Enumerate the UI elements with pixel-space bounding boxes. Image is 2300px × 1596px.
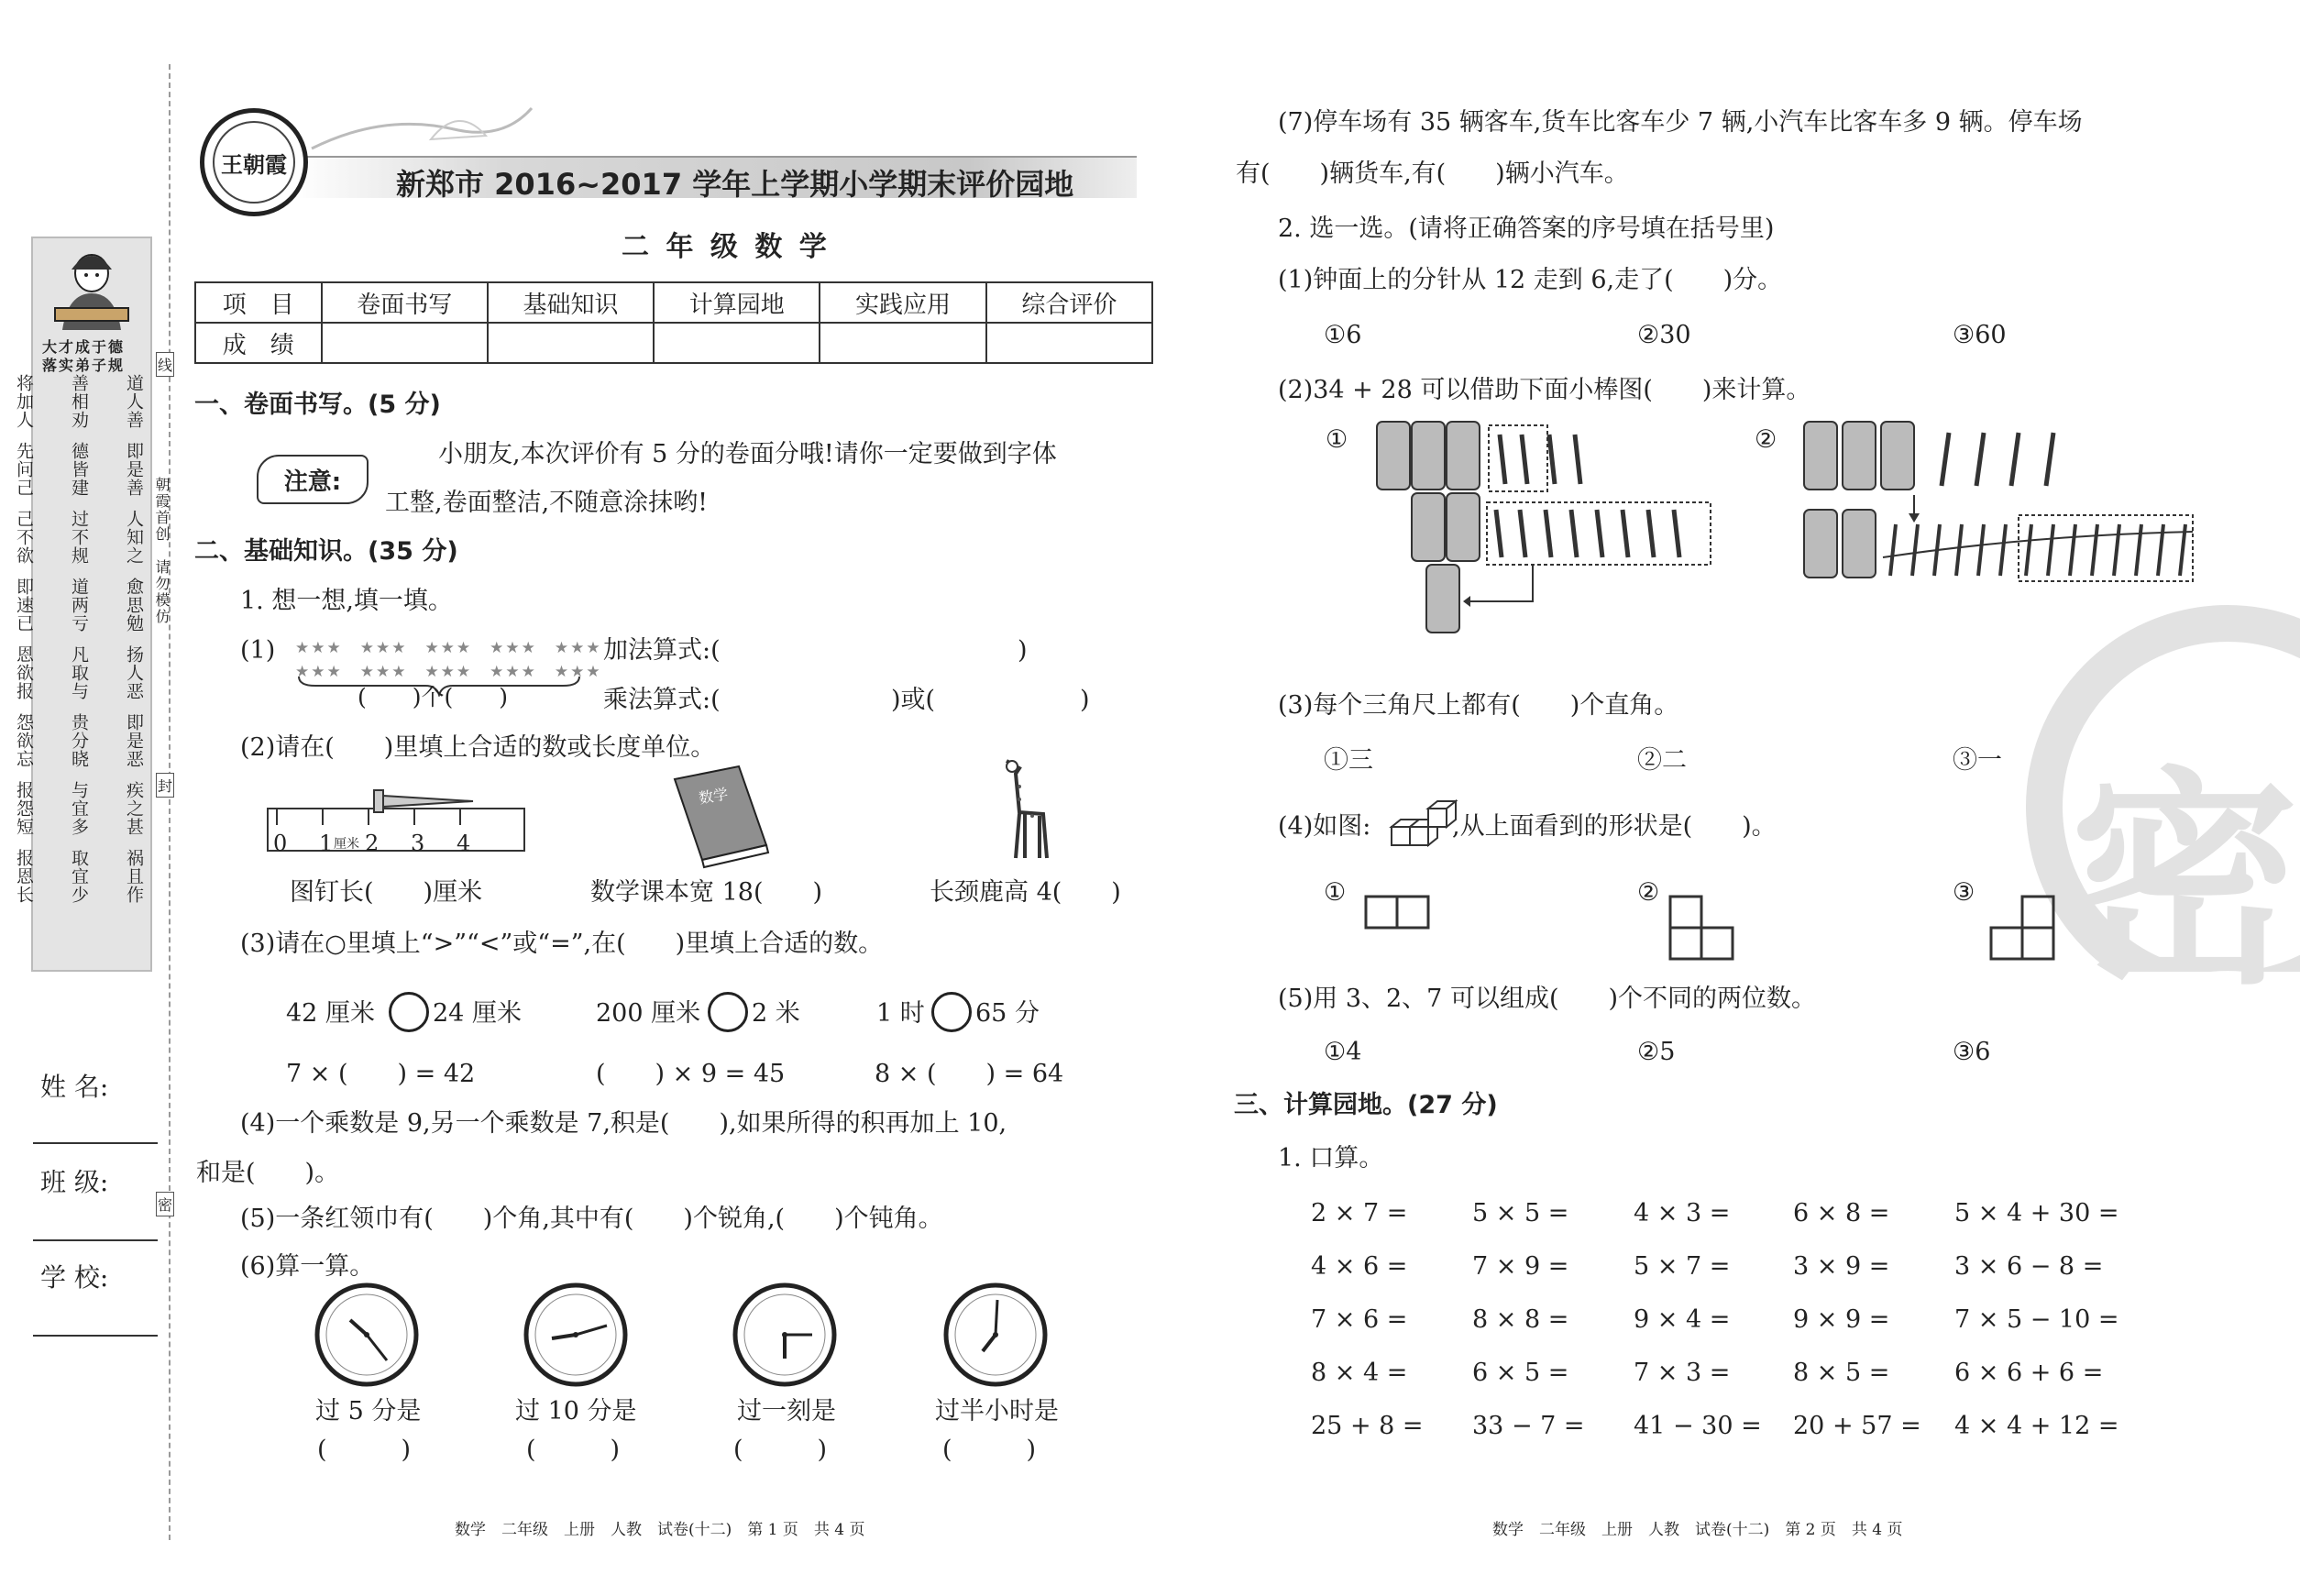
q2-5-opt: ②5 [1637,1038,1676,1066]
motto-line: 即速已 [14,578,34,633]
q1-5: (5)一条红领巾有( )个角,其中有( )个锐角,( )个钝角。 [240,1205,943,1233]
fill-eq-3: 8 × ( ) = 64 [875,1060,1064,1088]
q2-4-opt-label: ② [1637,878,1660,907]
page-subtitle: 二 年 级 数 学 [622,231,831,263]
logo [200,108,308,216]
oral-item[interactable]: 6 × 5 = [1472,1359,1569,1387]
sidebar-caption-1: 大才成于德 [42,338,126,356]
banner-ribbon-icon [303,103,541,167]
section3-heading: 三、计算园地。(27 分) [1234,1091,1498,1119]
cube-figure [1388,794,1458,849]
score-cell[interactable] [986,323,1152,363]
book-icon [666,761,776,871]
sidebar-motto [14,374,144,904]
q2-3-opt: ③一 [1953,746,2002,775]
seal-char-feng: 封 [156,773,174,798]
motto-line: 恩欲报 [14,645,34,700]
motto-line: 道人善 [124,374,144,429]
watermark-seal-char: 密 [2070,745,2299,1015]
q1-1-mul-end: ) [1080,686,1090,714]
q1-6: (6)算一算。 [240,1252,375,1281]
clock-caption: 过半小时是 [935,1397,1059,1425]
table-header-cell: 卷面书写 [322,282,488,323]
score-cell[interactable] [322,323,488,363]
clock-answer-blank[interactable]: ( ) [733,1436,828,1464]
ruler-figure [266,787,532,860]
q1-2: (2)请在( )里填上合适的数或长度单位。 [240,733,716,762]
q1-1-add-end: ) [1018,636,1028,665]
clock-caption: 过一刻是 [737,1397,836,1425]
q2-1: (1)钟面上的分针从 12 走到 6,走了( )分。 [1278,266,1783,294]
oral-item[interactable]: 2 × 7 = [1311,1199,1408,1227]
score-table [194,281,1153,364]
q2-2-opt-1-label: ① [1326,425,1348,454]
q2-1-opt: ③60 [1953,321,2007,349]
oral-item[interactable]: 6 × 6 + 6 = [1954,1359,2104,1387]
section1-heading: 一、卷面书写。(5 分) [194,391,441,419]
motto-line: 道两亏 [69,578,89,633]
table-header-cell: 综合评价 [986,282,1152,323]
q2-4-post: ,从上面看到的形状是( )。 [1452,812,1777,841]
stars-row-2: ★★★ ★★★ ★★★ ★★★ ★★★ [295,663,602,681]
motto-line: 贵分晓 [69,713,89,768]
table-header-cell: 项 目 [195,282,322,323]
clock-icon [521,1280,631,1390]
motto-line: 与宜多 [69,781,89,836]
q1-title: 1. 想一想,填一填。 [240,587,453,615]
q1-1-mul-label: 乘法算式:( [603,686,721,714]
stars-row-1: ★★★ ★★★ ★★★ ★★★ ★★★ [295,639,602,657]
section1-line-1: 小朋友,本次评价有 5 分的卷面分哦!请你一定要做到字体 [438,440,1057,468]
table-header-cell: 实践应用 [820,282,985,323]
q1-4-line-1: (4)一个乘数是 9,另一个乘数是 7,积是( ),如果所得的积再加上 10, [240,1109,1007,1138]
oral-item[interactable]: 5 × 5 = [1472,1199,1569,1227]
q1-4-line-2: 和是( )。 [196,1159,340,1187]
margin-note: 朝霞首创 请勿模仿 [153,477,171,625]
score-cell[interactable] [654,323,820,363]
q1-7-line-2: 有( )辆货车,有( )辆小汽车。 [1236,160,1629,188]
page-title: 新郑市 2016~2017 学年上学期小学期末评价园地 [396,167,1074,202]
motto-line: 愈思勉 [124,578,144,633]
score-cell[interactable] [488,323,654,363]
sidebar-panel [14,237,152,972]
seal-char-xian: 线 [156,352,174,377]
motto-line: 先问己 [14,442,34,497]
oral-item[interactable]: 7 × 5 − 10 = [1954,1305,2119,1334]
motto-line: 报恩长 [14,849,34,904]
q2-2-opt-2-label: ② [1755,425,1777,454]
cmp-1-left: 42 厘米 [286,999,375,1028]
scholar-figure-icon [35,242,149,334]
q1-1-brace-label: ( )个( ) [358,684,509,710]
motto-line: 己不欲 [14,510,34,565]
motto-line: 疾之甚 [124,781,144,836]
seal-char-mi: 密 [156,1192,174,1216]
motto-line: 过不规 [69,510,89,565]
motto-line: 将加人 [14,374,34,429]
q3-1-title: 1. 口算。 [1278,1144,1384,1172]
motto-line: 凡取与 [69,645,89,700]
oral-item[interactable]: 7 × 9 = [1472,1252,1569,1281]
table-row-label: 成 绩 [195,323,322,363]
oral-item[interactable]: 6 × 8 = [1793,1199,1890,1227]
clock-icon [730,1280,840,1390]
oral-item[interactable]: 9 × 9 = [1793,1305,1890,1334]
note-badge [257,455,369,504]
cmp-2-left: 200 厘米 [596,999,701,1028]
q2-4-opt-label: ③ [1953,878,1975,907]
clock-answer-blank[interactable]: ( ) [942,1436,1037,1464]
motto-line: 善相劝 [69,374,89,429]
motto-line: 取宜少 [69,849,89,904]
oral-item[interactable]: 41 − 30 = [1634,1412,1762,1440]
q2-2: (2)34 + 28 可以借助下面小棒图( )来计算。 [1278,376,1811,404]
clock-icon [312,1280,422,1390]
stick-diagram-1 [1368,418,1716,638]
oral-item[interactable]: 4 × 4 + 12 = [1954,1412,2119,1440]
motto-line: 人知之 [124,510,144,565]
q2-5-opt: ①4 [1324,1038,1362,1066]
q2-5-opt: ③6 [1953,1038,1991,1066]
q2-3-opt: ②二 [1637,746,1687,775]
score-cell[interactable] [820,323,985,363]
motto-line: 德皆建 [69,442,89,497]
compare-circle[interactable] [931,992,972,1032]
clock-answer-blank[interactable]: ( ) [526,1436,621,1464]
oral-item[interactable]: 3 × 6 − 8 = [1954,1252,2104,1281]
table-header-cell: 基础知识 [488,282,654,323]
oral-item[interactable]: 3 × 9 = [1793,1252,1890,1281]
motto-line: 祸且作 [124,849,144,904]
motto-column [0,374,33,904]
ruler-tick-1: 1 [319,831,334,856]
cmp-3-left: 1 时 [876,999,925,1028]
ruler-tick-3: 3 [411,831,425,856]
q1-3: (3)请在○里填上“>”“<”或“=”,在( )里填上合适的数。 [240,930,884,958]
q2-title: 2. 选一选。(请将正确答案的序号填在括号里) [1278,215,1775,243]
q2-1-opt: ②30 [1637,321,1691,349]
oral-item[interactable]: 8 × 4 = [1311,1359,1408,1387]
q2-4-opt-label: ① [1324,878,1347,907]
fill-eq-1: 7 × ( ) = 42 [286,1060,476,1088]
oral-item[interactable]: 8 × 5 = [1793,1359,1890,1387]
name-input-line[interactable] [33,1142,158,1144]
giraffe-caption: 长颈鹿高 4( ) [930,878,1121,907]
clock-caption: 过 10 分是 [515,1397,637,1425]
cmp-3-right: 65 分 [975,999,1040,1028]
section2-heading: 二、基础知识。(35 分) [194,537,458,566]
sidebar-caption-2: 落实弟子规 [42,357,126,374]
q2-5: (5)用 3、2、7 可以组成( )个不同的两位数。 [1278,985,1817,1013]
footer-left: 数学 二年级 上册 人教 试卷(十二) 第 1 页 共 4 页 [455,1521,865,1539]
q2-1-opt: ①6 [1324,321,1362,349]
oral-item[interactable]: 5 × 7 = [1634,1252,1731,1281]
q1-1-mul-or: )或( [891,686,936,714]
nail-caption: 图钉长( )厘米 [290,878,483,907]
section1-line-2: 工整,卷面整洁,不随意涂抹哟! [385,489,709,517]
table-row [195,282,1152,323]
cmp-1-right: 24 厘米 [433,999,522,1028]
motto-line: 怨欲忘 [14,713,34,768]
book-caption: 数学课本宽 18( ) [590,878,823,907]
logo-inner-ring [213,121,295,204]
shape-option-2 [1668,895,1736,963]
book-label: 数学 [697,785,730,808]
stick-diagram-2 [1795,418,2198,583]
compare-circle[interactable] [389,992,429,1032]
cmp-2-right: 2 米 [752,999,800,1028]
oral-item[interactable]: 25 + 8 = [1311,1412,1424,1440]
motto-line: 扬人恶 [124,645,144,700]
name-label: 姓 名: [40,1072,109,1102]
oral-item[interactable]: 4 × 3 = [1634,1199,1731,1227]
oral-item[interactable]: 4 × 6 = [1311,1252,1408,1281]
class-label: 班 级: [40,1167,109,1197]
motto-column [33,374,88,904]
giraffe-icon [988,755,1062,865]
q1-1-add-label: 加法算式:( [603,636,721,665]
q2-3-opt: ①三 [1324,746,1373,775]
ruler-tick-2: 2 [365,831,380,856]
oral-item[interactable]: 7 × 6 = [1311,1305,1408,1334]
ruler-unit: 厘米 [334,837,359,852]
page-left-margin-line [169,64,171,1540]
logo-text: 王朝霞 [221,150,287,178]
oral-item[interactable]: 7 × 3 = [1634,1359,1731,1387]
table-row [195,323,1152,363]
class-input-line[interactable] [33,1239,158,1241]
q2-4-pre: (4)如图: [1278,812,1371,841]
motto-line: 即是恶 [124,713,144,768]
clock-icon [941,1280,1051,1390]
motto-line: 报怨短 [14,781,34,836]
shape-option-3 [1989,895,2057,963]
oral-item[interactable]: 33 − 7 = [1472,1412,1585,1440]
compare-circle[interactable] [708,992,748,1032]
footer-right: 数学 二年级 上册 人教 试卷(十二) 第 2 页 共 4 页 [1492,1521,1903,1539]
q1-7-line-1: (7)停车场有 35 辆客车,货车比客车少 7 辆,小汽车比客车多 9 辆。停车场 [1278,108,2083,137]
table-header-cell: 计算园地 [654,282,820,323]
ruler-tick-0: 0 [273,831,288,856]
oral-item[interactable]: 8 × 8 = [1472,1305,1569,1334]
clock-answer-blank[interactable]: ( ) [317,1436,412,1464]
motto-column [88,374,143,904]
oral-item[interactable]: 5 × 4 + 30 = [1954,1199,2119,1227]
q2-3: (3)每个三角尺上都有( )个直角。 [1278,691,1679,720]
school-label: 学 校: [40,1262,109,1293]
oral-item[interactable]: 9 × 4 = [1634,1305,1731,1334]
fill-eq-2: ( ) × 9 = 45 [596,1060,786,1088]
clock-caption: 过 5 分是 [315,1397,422,1425]
oral-item[interactable]: 20 + 57 = [1793,1412,1921,1440]
motto-line: 即是善 [124,442,144,497]
ruler-tick-4: 4 [457,831,471,856]
school-input-line[interactable] [33,1335,158,1337]
q1-1-label: (1) [240,636,276,665]
note-badge-label: 注意: [283,468,342,496]
shape-option-1 [1364,895,1432,931]
